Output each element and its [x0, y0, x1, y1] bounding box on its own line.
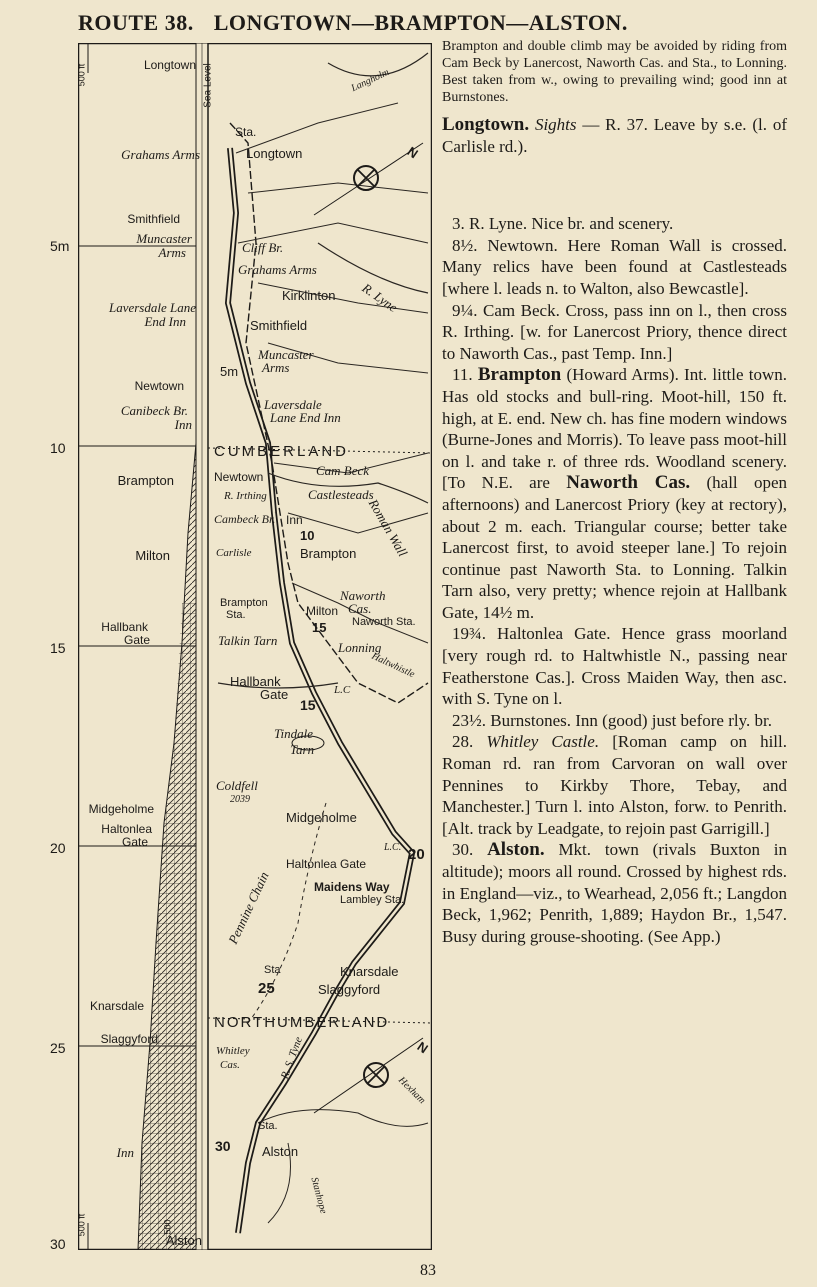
map-label-grahams-arms: Grahams Arms [238, 262, 317, 277]
para-brampton-mile: 11. [452, 365, 478, 385]
para-alston-mile: 30. [452, 840, 488, 860]
para-haltonlea: 19¾. Haltonlea Gate. Hence grass moorland [very rough rd. to Haltwhistle N., passing near Featherstone Cas.]. Cross Maiden Way, then asc. with S. Tyne on l. [442, 624, 787, 709]
map-label-milton: Milton [306, 604, 339, 618]
map-label-lonning: Lonning [338, 640, 382, 655]
mile-marker-25: 25 [50, 1040, 66, 1056]
profile-label-brampton: Brampton [117, 473, 174, 488]
map-label-cas-2: Cas. [220, 1059, 240, 1071]
place-whitley: Whitley Castle. [486, 732, 600, 752]
profile-label-longtown: Longtown [143, 58, 196, 72]
para-burnstones: 23½. Burnstones. Inn (good) just before rly. br. [452, 710, 772, 730]
map-label-haltonlea-gate: Haltonlea Gate [286, 857, 367, 871]
place-alston: Alston. [487, 839, 545, 861]
map-label-naworth: Naworth [340, 588, 386, 603]
profile-label-alston: Alston [165, 1233, 202, 1248]
map-label-stanhope: Stanhope [308, 1176, 329, 1215]
map-label-talkin-tarn: Talkin Tarn [218, 633, 278, 648]
map-label-cambeck-br: Cambeck Br. [214, 512, 276, 526]
profile-label-slaggyford: Slaggyford [100, 1032, 158, 1046]
para-longtown [442, 114, 787, 157]
scale-top-label: 500 ft [76, 63, 87, 87]
mile-marker-15: 15 [50, 640, 66, 656]
para-whitley-rest: [Roman camp on hill. Roman rd. ran from Carvoran on wall over Pennines to Kirkby Thore, Tebay, and Manchester.] Turn l. into Alston, forw. to Penrith. [Alt. track by Leadgate, to rejoin past Garrigill.] [442, 732, 788, 838]
para-longtown-rest: — R. 37. Leave by s.e. (l. of Carlisle rd.). [442, 115, 787, 156]
map-label-brampton-sta: Brampton [220, 597, 268, 609]
map-label-kirklinton: Kirklinton [282, 288, 336, 303]
map-label-sta-1: Sta. [235, 125, 257, 139]
map-label-smithfield: Smithfield [250, 318, 308, 333]
para-r-lyne: 3. R. Lyne. Nice br. and scenery. [452, 214, 674, 234]
map-label-hallbank: Hallbank [230, 674, 281, 689]
map-label-10: 10 [300, 528, 315, 543]
map-label-naworth-sta: Naworth Sta. [352, 616, 416, 628]
place-longtown: Longtown. [442, 114, 530, 135]
map-label-north-1: N [404, 143, 421, 162]
para-whitley [442, 731, 787, 839]
map-label-north-2: N [414, 1038, 431, 1057]
map-label-15b: 15 [300, 697, 316, 713]
map-label-muncaster: Muncaster [258, 347, 314, 362]
map-label-pennine-chain: Pennine Chain [225, 869, 272, 947]
map-label-langholm: Langholm [349, 66, 391, 95]
para-alston [442, 839, 787, 947]
profile-label-gate: Gate [123, 633, 150, 647]
profile-label-muncaster: Muncaster [136, 231, 192, 246]
profile-label-milton: Milton [135, 548, 170, 563]
map-label-15: 15 [312, 620, 327, 635]
profile-label-grahams-arms: Grahams Arms [121, 147, 200, 162]
map-label-roman-wall: Roman Wall [365, 496, 411, 559]
map-label-inn: Inn [286, 513, 303, 527]
route-description [442, 38, 787, 947]
para-newtown: 8½. Newtown. Here Roman Wall is crossed. Many relics have been found at Castlesteads [where l. leads n. to Walton, also Bewcastle]. [442, 235, 787, 298]
map-label-r-lyne: R. Lyne [359, 280, 401, 316]
profile-label-laversdale: Laversdale Lane [108, 300, 196, 315]
para-cam-beck: 9¼. Cam Beck. Cross, pass inn on l., then cross R. Irthing. [w. for Lanercost Priory, thence direct to Naworth Cas., past Temp. Inn.] [442, 300, 787, 363]
map-label-sta-3: Sta [264, 964, 281, 976]
scale-bottom-label: 500 ft [76, 1213, 87, 1237]
mile-marker-30: 30 [50, 1236, 66, 1252]
map-label-hexham: Hexham [395, 1074, 428, 1107]
map-label-cliff-br: Cliff Br. [242, 240, 284, 255]
map-label-sta-4: Sta. [258, 1120, 278, 1132]
para-brampton-tail: (hall open afternoons) and Lanercost Priory (key at rectory), about 2 m. each. Triangular course; better take Lanercost first, to avoid steeper lane.] To rejoin continue past Naworth Sta. to Lonning. Talkin Tarn also, very pretty; whence rejoin at Hallbank Gate, 14½ m. [442, 473, 787, 622]
map-label-midgeholme: Midgeholme [286, 810, 357, 825]
route-number: ROUTE 38. [78, 10, 194, 35]
scale-mid-label: 500 [162, 1219, 173, 1235]
page-number: 83 [420, 1262, 436, 1279]
sights-label: Sights [534, 115, 577, 134]
profile-label-arms: Arms [158, 245, 186, 260]
profile-label-knarsdale: Knarsdale [89, 999, 144, 1013]
profile-label-inn: Inn [174, 417, 192, 432]
map-label-whitley: Whitley [216, 1045, 250, 1057]
map-label-25: 25 [258, 980, 275, 997]
place-brampton: Brampton [477, 364, 562, 386]
map-label-r-south-tyne: R. S. Tyne [278, 1035, 306, 1081]
mile-marker-20: 20 [50, 840, 66, 856]
map-label-maidens-way: Maidens Way [314, 880, 390, 894]
para-whitley-mile: 28. [452, 732, 487, 752]
profile-label-hallbank: Hallbank [101, 620, 148, 634]
para-brampton-rest: (Howard Arms). Int. little town. Has old stocks and bull-ring. Moot-hill, 150 ft. high, at E. end. New ch. has fine modern windows (Burne-Jones and Morris). To leave pass moot-hill on l. and take r. of three rds. Woodland scenery. [To N.E. are [442, 365, 787, 493]
map-label-newtown: Newtown [214, 470, 264, 484]
map-label-coldfell-height: 2039 [230, 794, 250, 805]
map-label-lane-end-inn: Lane End Inn [270, 410, 341, 425]
mile-marker-5: 5m [50, 238, 70, 254]
profile-label-haltonlea: Haltonlea [101, 822, 152, 836]
profile-label-haltonlea-gate: Gate [121, 835, 148, 849]
map-label-r-irthing: R. Irthing [224, 490, 267, 502]
map-label-haltwhistle: Haltwhistle [369, 650, 417, 681]
map-label-castlesteads: Castlesteads [308, 487, 374, 502]
profile-label-canibeck: Canibeck Br. [120, 403, 188, 418]
map-label-knarsdale: Knarsdale [340, 964, 399, 979]
profile-label-newtown: Newtown [134, 379, 184, 393]
map-label-20: 20 [408, 846, 425, 863]
para-brampton [442, 364, 787, 623]
map-label-cas: Cas. [348, 601, 372, 616]
mile-marker-10: 10 [50, 440, 66, 456]
profile-label-end-inn: End Inn [144, 314, 186, 329]
map-label-arms: Arms [262, 360, 290, 375]
para-alston-rest: Mkt. town (rivals Buxton in altitude); moors all round. Crossed by highest rds. in England—viz., to Wearhead, 2,056 ft.; Langdon Beck, 1,962; Penrith, 1,889; Haydon Br., 1,547. Busy during grouse-shooting. (See App.) [442, 840, 788, 946]
map-label-tindale: Tindale [274, 726, 314, 741]
map-label-longtown: Longtown [246, 146, 303, 161]
map-label-laversdale: Laversdale [264, 397, 322, 412]
map-label-lambley-sta: Lambley Sta. [340, 894, 405, 906]
map-label-slaggyford: Slaggyford [318, 982, 381, 997]
map-label-gate: Gate [260, 687, 289, 702]
map-label-tarn: Tarn [290, 742, 315, 757]
map-label-5m: 5m [220, 364, 239, 379]
place-naworth: Naworth Cas. [566, 472, 691, 494]
map-label-cam-beck: Cam Beck [316, 463, 370, 478]
map-label-lc-2: L.C. [384, 842, 402, 853]
map-label-lc-1: L.C [334, 684, 351, 696]
route-title: LONGTOWN—BRAMPTON—ALSTON. [213, 10, 628, 35]
profile-label-midgeholme: Midgeholme [88, 802, 154, 816]
map-label-coldfell: Coldfell [216, 778, 258, 793]
map-label-cumberland: CUMBERLAND [214, 443, 350, 460]
profile-label-smithfield: Smithfield [127, 212, 180, 226]
intro-note: Brampton and double climb may be avoided by riding from Cam Beck by Lanercost, Naworth Cas. and Sta., to Lonning. Best taken from w., owing to prevailing wind; good inn at Burnstones. [442, 39, 787, 105]
map-label-northumberland: NORTHUMBERLAND [214, 1014, 390, 1031]
map-label-alston: Alston [262, 1144, 299, 1159]
profile-label-inn-2: Inn [116, 1145, 134, 1160]
scale-sea-level-label: Sea Level [202, 63, 214, 108]
map-label-30: 30 [215, 1138, 231, 1154]
map-label-carlisle: Carlisle [216, 547, 252, 559]
route-header [78, 10, 658, 36]
map-label-brampton: Brampton [300, 546, 357, 561]
map-label-sta-2: Sta. [226, 609, 246, 621]
